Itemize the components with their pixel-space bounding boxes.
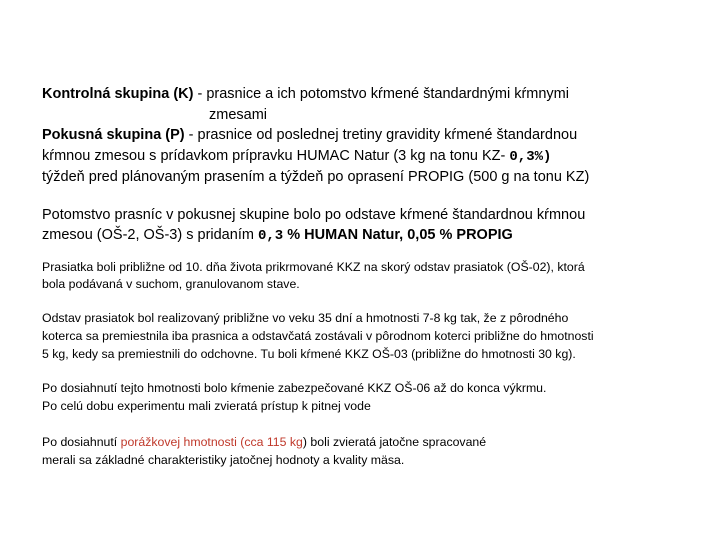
offspring-line2 bbox=[42, 225, 682, 247]
control-group-paragraph bbox=[42, 84, 682, 188]
offspring-dose: 0,3 bbox=[257, 228, 284, 244]
test-group-line1 bbox=[42, 125, 682, 146]
offspring-line2-text: zmesou (OŠ-2, OŠ-3) s pridaním bbox=[42, 227, 258, 243]
slaughter-line1-end: ) boli zvieratá jatočne spracované bbox=[302, 435, 487, 450]
fattening-line1: Po dosiahnutí tejto hmotnosti bolo kŕmenie zabezpečované KKZ OŠ-06 až do konca výkrmu. bbox=[42, 381, 547, 396]
weaning-line2: bola podávaná v suchom, granulovanom stave. bbox=[42, 277, 300, 292]
slaughter-paragraph bbox=[42, 434, 682, 470]
document-body bbox=[42, 84, 682, 470]
test-group-dose: 0,3%) bbox=[509, 148, 552, 165]
offspring-paragraph bbox=[42, 205, 682, 247]
weaning2-line1: Odstav prasiatok bol realizovaný približne vo veku 35 dní a hmotnosti 7-8 kg tak, že z pôrodného bbox=[42, 311, 569, 326]
offspring-additives: % HUMAN Natur, 0,05 % PROPIG bbox=[283, 227, 513, 243]
control-group-text: - prasnice a ich potomstvo kŕmené štandardnými kŕmnymi bbox=[193, 86, 569, 102]
fattening-paragraph bbox=[42, 380, 682, 416]
weaning2-line3: 5 kg, kedy sa premiestnili do odchovne. Tu boli kŕmené KKZ OŠ-03 (približne do hmotnosti 30 kg). bbox=[42, 346, 576, 361]
slaughter-line1-text: Po dosiahnutí bbox=[42, 435, 121, 450]
test-group-line3: týždeň pred plánovaným prasením a týždeň po oprasení PROPIG (500 g na tonu KZ) bbox=[42, 169, 590, 185]
weaning-paragraph bbox=[42, 259, 682, 295]
weaning2-line2: koterca sa premiestnila iba prasnica a odstavčatá zostávali v pôrodnom koterci približne do hmotnosti bbox=[42, 328, 594, 343]
control-group-text-cont: zmesami bbox=[209, 106, 268, 123]
test-group-text: - prasnice od poslednej tretiny gravidity kŕmené štandardnou bbox=[184, 127, 578, 143]
slaughter-weight-highlight: porážkovej hmotnosti (cca 115 kg bbox=[120, 435, 303, 450]
test-group-line2-text: kŕmnou zmesou s prídavkom prípravku HUMAC Natur (3 kg na tonu KZ- bbox=[42, 147, 510, 164]
test-group-line2 bbox=[42, 146, 682, 168]
fattening-line2: Po celú dobu experimentu mali zvieratá prístup k pitnej vode bbox=[42, 399, 371, 414]
test-group-label: Pokusná skupina (P) bbox=[42, 127, 185, 143]
control-group-label: Kontrolná skupina (K) bbox=[42, 86, 194, 102]
weaning2-paragraph bbox=[42, 310, 682, 363]
slaughter-line1 bbox=[42, 434, 682, 452]
weaning-line1: Prasiatka boli približne od 10. dňa života prikrmované KKZ na skorý odstav prasiatok (OŠ-02), ktorá bbox=[42, 259, 585, 274]
control-group-line bbox=[42, 84, 682, 105]
offspring-line1: Potomstvo prasníc v pokusnej skupine bolo po odstave kŕmené štandardnou kŕmnou bbox=[42, 206, 586, 223]
slaughter-line2: merali sa základné charakteristiky jatočnej hodnoty a kvality mäsa. bbox=[42, 452, 405, 467]
